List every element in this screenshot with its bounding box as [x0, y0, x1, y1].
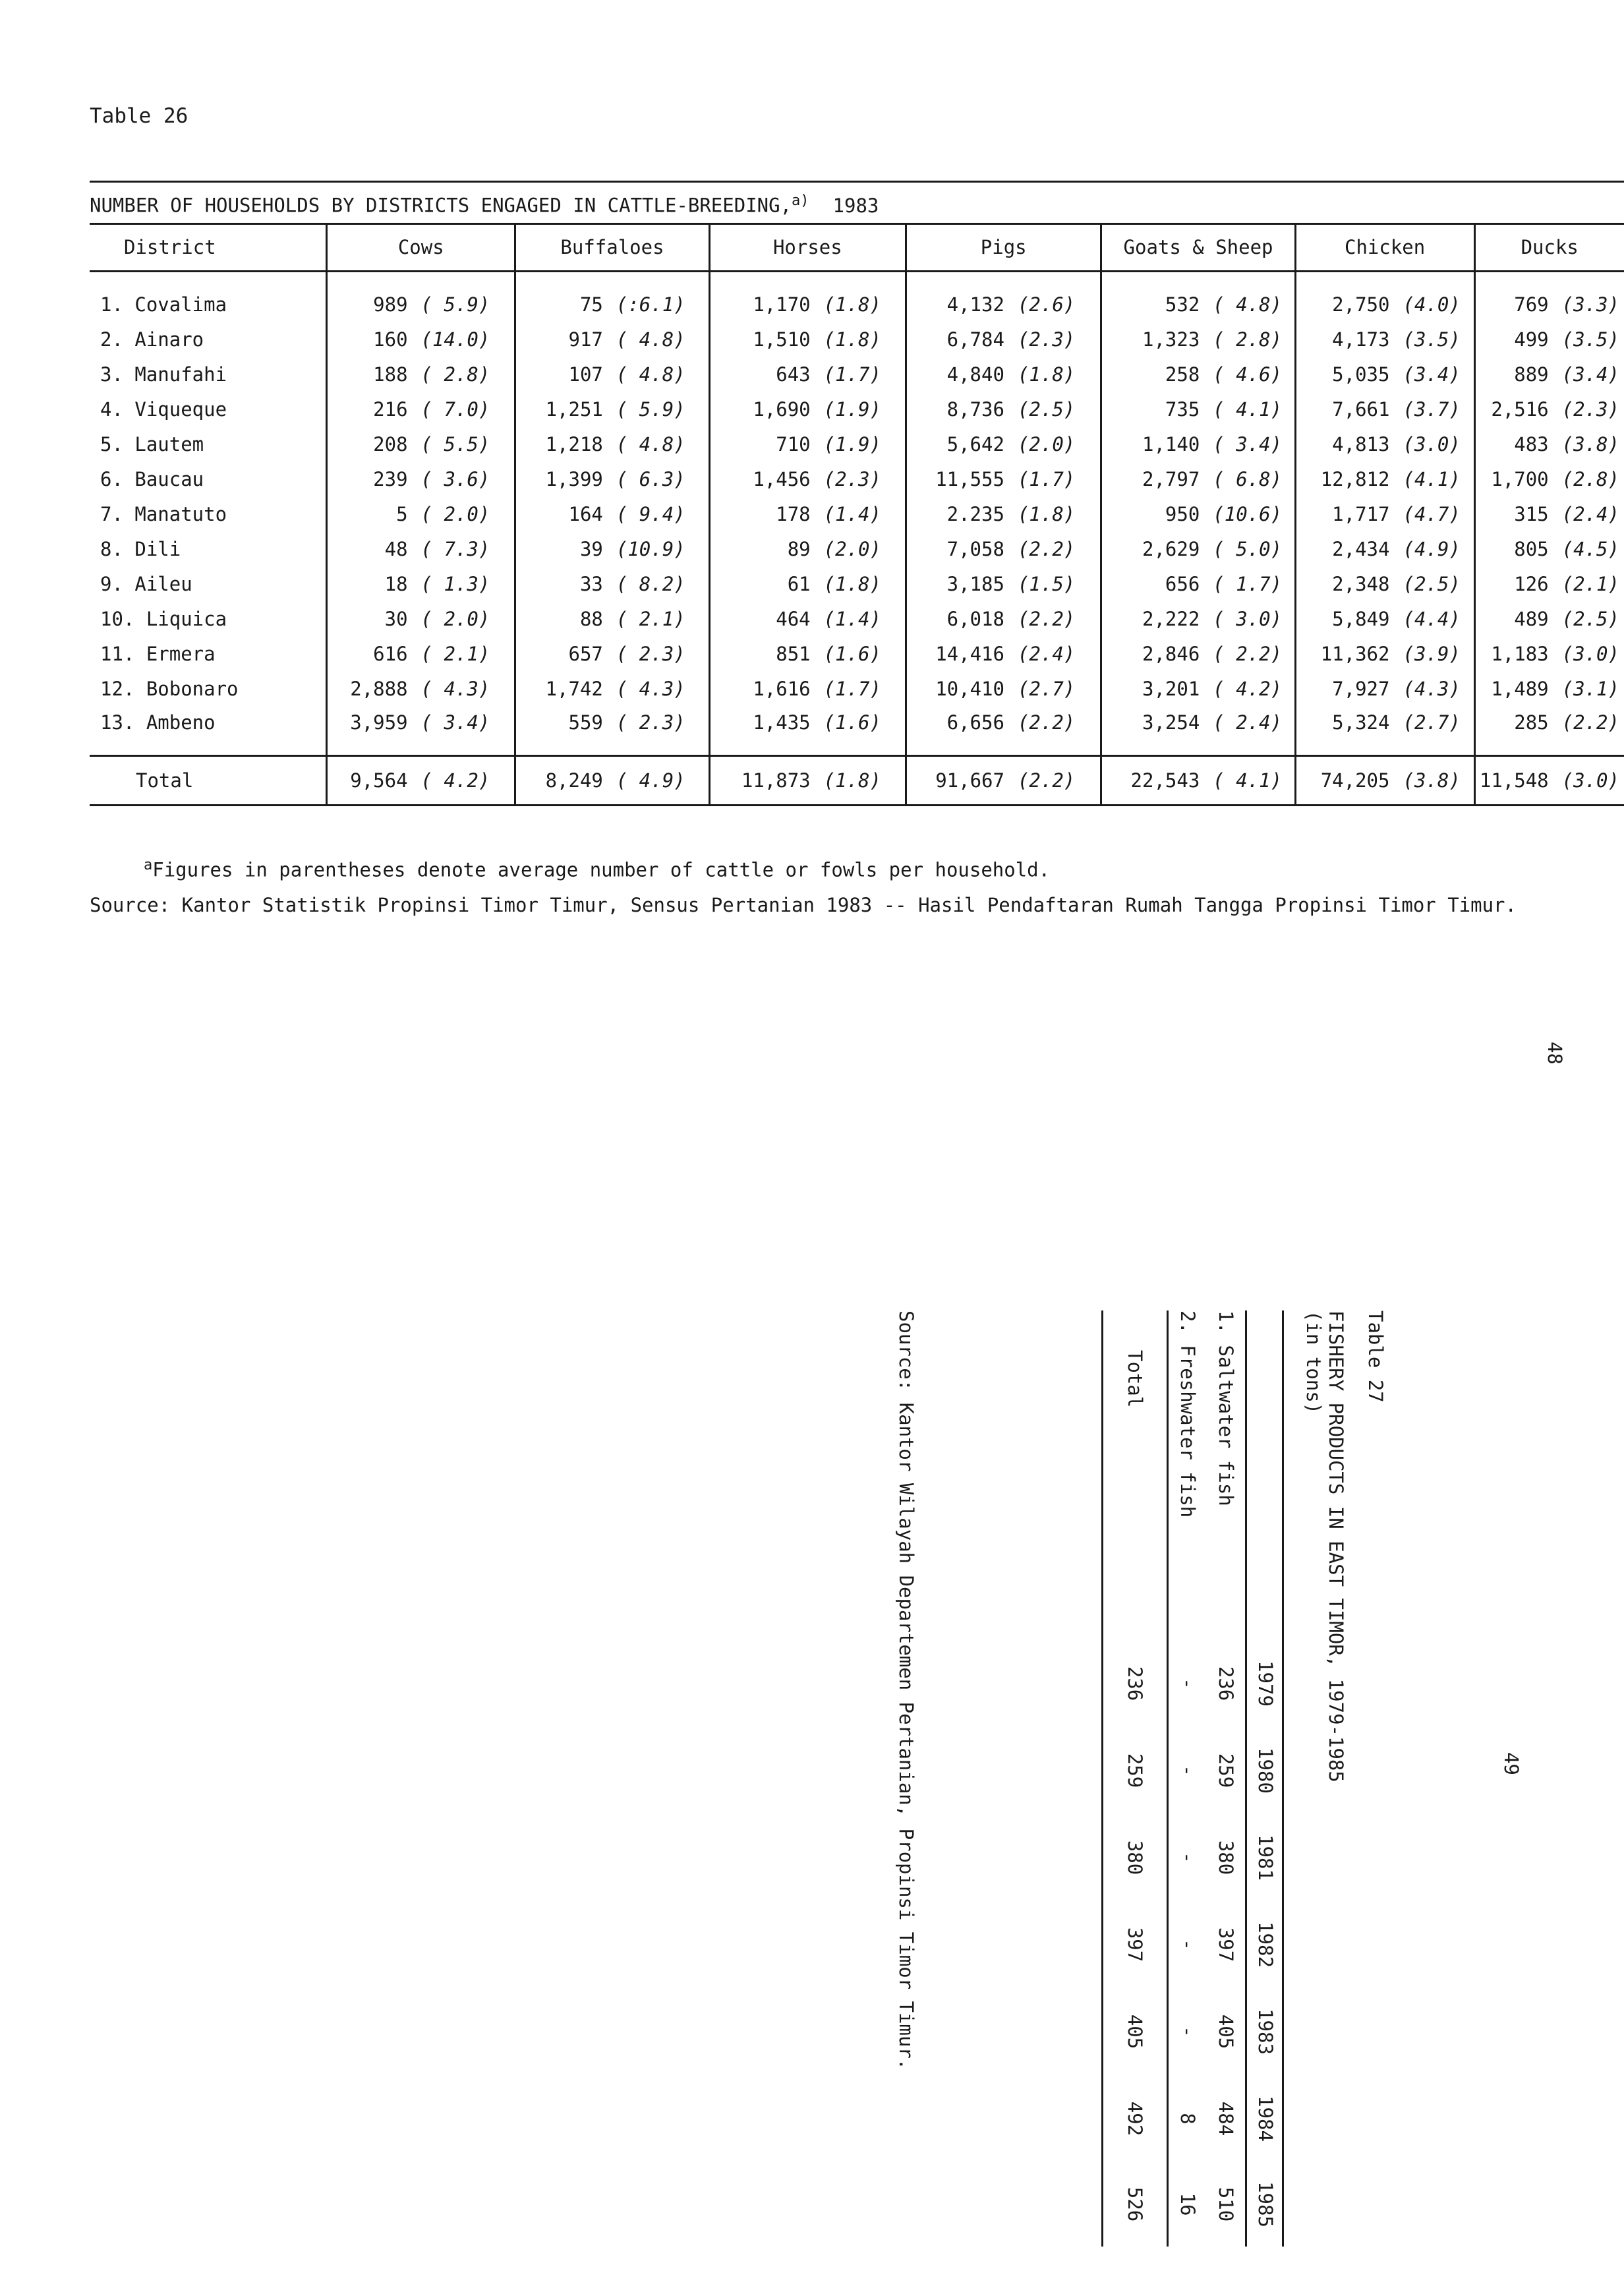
count-cell: 1,183 [1474, 636, 1555, 671]
average-cell: (1.8) [823, 328, 881, 351]
year-header: 1979 [1254, 1661, 1277, 1707]
average-cell: (3.1) [1561, 677, 1619, 700]
col-header-6: Chicken [1295, 224, 1474, 272]
count-cell: 8,736 [906, 392, 1011, 426]
average-cell: (3.8) [1396, 756, 1474, 806]
page-number-48: 48 [1544, 1042, 1566, 1065]
count-cell: 559 [515, 706, 610, 756]
count-cell: 5,642 [906, 426, 1011, 461]
count-cell: 735 [1101, 392, 1206, 426]
average-cell: (3.7) [1403, 397, 1461, 421]
average-cell: (4.3) [1403, 677, 1461, 700]
average-cell: ( 1.3) [420, 572, 490, 595]
table-26 [90, 224, 1624, 806]
average-cell: ( 4.8) [1213, 293, 1283, 316]
average-cell: (2.7) [1403, 711, 1461, 734]
table-26-footnote [144, 857, 1050, 881]
count-cell: 6,656 [906, 706, 1011, 756]
count-cell: 2,516 [1474, 392, 1555, 426]
average-cell: (14.0) [420, 328, 490, 351]
table-row [90, 287, 1624, 322]
count-cell: 489 [1474, 601, 1555, 636]
count-cell: 33 [515, 566, 610, 601]
count-cell: 91,667 [906, 756, 1011, 806]
average-cell: (1.8) [817, 756, 906, 806]
count-cell: 1,435 [709, 706, 817, 756]
col-header-0: District [90, 224, 327, 272]
average-cell: (4.4) [1403, 607, 1461, 630]
average-cell: ( 4.1) [1206, 756, 1295, 806]
value-cell: 259 [1215, 1753, 1237, 1788]
district-name: 10. Liquica [100, 607, 227, 630]
count-cell: 851 [709, 636, 817, 671]
value-cell: - [1176, 1939, 1199, 1951]
count-cell: 4,813 [1295, 426, 1396, 461]
count-cell: 2,629 [1101, 531, 1206, 566]
average-cell: (4.1) [1403, 467, 1461, 490]
average-cell: ( 2.0) [420, 502, 490, 525]
table-26-label: Table 26 [90, 104, 188, 128]
count-cell: 11,555 [906, 461, 1011, 496]
count-cell: 3,185 [906, 566, 1011, 601]
average-cell: (3.0) [1403, 432, 1461, 456]
table-row [90, 496, 1624, 531]
top-rule [90, 181, 1624, 183]
count-cell: 9,564 [327, 756, 415, 806]
table-27 [866, 1310, 1387, 2247]
count-cell: 11,362 [1295, 636, 1396, 671]
table-row [1168, 1310, 1207, 2247]
value-cell: - [1176, 1852, 1199, 1864]
average-cell: ( 2.4) [1213, 711, 1283, 734]
average-cell: ( 4.2) [415, 756, 515, 806]
count-cell: 1,489 [1474, 671, 1555, 706]
average-cell: (2.2) [1017, 711, 1076, 734]
count-cell: 39 [515, 531, 610, 566]
count-cell: 2.235 [906, 496, 1011, 531]
table-26-header-row [90, 224, 1624, 272]
year-header: 1982 [1254, 1922, 1277, 1968]
row-name: 1. Saltwater fish [1215, 1310, 1237, 1506]
count-cell: 11,548 [1474, 756, 1555, 806]
count-cell: 4,173 [1295, 322, 1396, 357]
count-cell: 889 [1474, 357, 1555, 392]
average-cell: ( 9.4) [616, 502, 685, 525]
count-cell: 464 [709, 601, 817, 636]
table-row [90, 426, 1624, 461]
average-cell: (1.6) [823, 642, 881, 665]
count-cell: 3,959 [327, 706, 415, 756]
average-cell: ( 2.1) [420, 642, 490, 665]
count-cell: 126 [1474, 566, 1555, 601]
average-cell: (1.8) [823, 293, 881, 316]
count-cell: 22,543 [1101, 756, 1206, 806]
average-cell: ( 4.2) [1213, 677, 1283, 700]
average-cell: ( 5.5) [420, 432, 490, 456]
count-cell: 3,254 [1101, 706, 1206, 756]
average-cell: (2.4) [1017, 642, 1076, 665]
count-cell: 88 [515, 601, 610, 636]
table-row [90, 706, 1624, 756]
col-header-5: Goats & Sheep [1101, 224, 1295, 272]
count-cell: 239 [327, 461, 415, 496]
table-27-label: Table 27 [1364, 1310, 1387, 1403]
average-cell: (1.8) [823, 572, 881, 595]
col-header-2: Buffaloes [515, 224, 709, 272]
count-cell: 188 [327, 357, 415, 392]
year-header: 1981 [1254, 1835, 1277, 1881]
count-cell: 12,812 [1295, 461, 1396, 496]
count-cell: 499 [1474, 322, 1555, 357]
value-cell: 397 [1215, 1927, 1237, 1962]
count-cell: 285 [1474, 706, 1555, 756]
count-cell: 14,416 [906, 636, 1011, 671]
value-cell: 380 [1103, 1814, 1168, 1901]
district-name: 13. Ambeno [100, 711, 216, 734]
average-cell: ( 7.0) [420, 397, 490, 421]
average-cell: (4.9) [1403, 537, 1461, 560]
table-26-source: Source: Kantor Statistik Propinsi Timor Timur, Sensus Pertanian 1983 -- Hasil Pendaftaran Rumah Tangga Propinsi Timor Timur. [90, 894, 1517, 916]
average-cell: ( 2.2) [1213, 642, 1283, 665]
count-cell: 710 [709, 426, 817, 461]
count-cell: 2,434 [1295, 531, 1396, 566]
average-cell: (2.2) [1017, 607, 1076, 630]
count-cell: 48 [327, 531, 415, 566]
average-cell: (1.9) [823, 397, 881, 421]
average-cell: (3.8) [1561, 432, 1619, 456]
value-cell: 259 [1103, 1727, 1168, 1814]
count-cell: 178 [709, 496, 817, 531]
title-footnote-mark: a) [792, 192, 809, 209]
district-name: 9. Aileu [100, 572, 192, 595]
average-cell: ( 1.7) [1213, 572, 1283, 595]
average-cell: (1.9) [823, 432, 881, 456]
average-cell: (2.0) [1017, 432, 1076, 456]
average-cell: (2.5) [1017, 397, 1076, 421]
count-cell: 2,888 [327, 671, 415, 706]
table-26-year: 1983 [832, 194, 879, 217]
count-cell: 216 [327, 392, 415, 426]
table-row [90, 531, 1624, 566]
average-cell: (2.3) [1561, 397, 1619, 421]
value-cell: 405 [1215, 2014, 1237, 2049]
count-cell: 805 [1474, 531, 1555, 566]
average-cell: (3.9) [1403, 642, 1461, 665]
value-cell: 510 [1215, 2187, 1237, 2222]
count-cell: 10,410 [906, 671, 1011, 706]
count-cell: 107 [515, 357, 610, 392]
count-cell: 7,661 [1295, 392, 1396, 426]
year-header: 1985 [1254, 2181, 1277, 2227]
count-cell: 483 [1474, 426, 1555, 461]
value-cell: 397 [1103, 1901, 1168, 1988]
row-name: 2. Freshwater fish [1176, 1310, 1199, 1518]
count-cell: 1,170 [709, 287, 817, 322]
average-cell: (3.0) [1555, 756, 1624, 806]
count-cell: 1,742 [515, 671, 610, 706]
district-name: 12. Bobonaro [100, 677, 239, 700]
count-cell: 1,717 [1295, 496, 1396, 531]
value-cell: 236 [1103, 1640, 1168, 1727]
average-cell: ( 3.0) [1213, 607, 1283, 630]
count-cell: 532 [1101, 287, 1206, 322]
table-row [90, 357, 1624, 392]
count-cell: 5,035 [1295, 357, 1396, 392]
row-name: Total [1103, 1310, 1168, 1640]
average-cell: ( 8.2) [616, 572, 685, 595]
count-cell: 950 [1101, 496, 1206, 531]
average-cell: ( 5.9) [616, 397, 685, 421]
count-cell: 315 [1474, 496, 1555, 531]
table-row [90, 566, 1624, 601]
count-cell: 3,201 [1101, 671, 1206, 706]
count-cell: 769 [1474, 287, 1555, 322]
year-header: 1980 [1254, 1748, 1277, 1794]
value-cell: 526 [1103, 2162, 1168, 2247]
average-cell: (2.2) [1561, 711, 1619, 734]
average-cell: (2.2) [1011, 756, 1101, 806]
average-cell: (3.5) [1561, 328, 1619, 351]
col-header-7: Ducks [1474, 224, 1624, 272]
average-cell: (1.8) [1017, 502, 1076, 525]
average-cell: ( 3.4) [1213, 432, 1283, 456]
average-cell: (2.4) [1561, 502, 1619, 525]
average-cell: ( 4.3) [616, 677, 685, 700]
average-cell: (1.8) [1017, 363, 1076, 386]
count-cell: 1,251 [515, 392, 610, 426]
district-name: Total [90, 756, 327, 806]
count-cell: 258 [1101, 357, 1206, 392]
average-cell: ( 2.3) [616, 711, 685, 734]
average-cell: (1.7) [1017, 467, 1076, 490]
count-cell: 5,324 [1295, 706, 1396, 756]
value-cell: 236 [1215, 1666, 1237, 1701]
average-cell: (10.6) [1213, 502, 1283, 525]
table-26-title [90, 192, 879, 217]
count-cell: 18 [327, 566, 415, 601]
count-cell: 74,205 [1295, 756, 1396, 806]
average-cell: (10.9) [616, 537, 685, 560]
table-row [90, 601, 1624, 636]
average-cell: ( 6.3) [616, 467, 685, 490]
average-cell: (1.6) [823, 711, 881, 734]
table-27-title-line2: (in tons) [1302, 1310, 1325, 1415]
count-cell: 1,510 [709, 322, 817, 357]
district-name: 1. Covalima [100, 293, 227, 316]
count-cell: 917 [515, 322, 610, 357]
average-cell: ( 4.1) [1213, 397, 1283, 421]
count-cell: 75 [515, 287, 610, 322]
value-cell: - [1176, 2026, 1199, 2038]
average-cell: ( 6.8) [1213, 467, 1283, 490]
count-cell: 1,690 [709, 392, 817, 426]
district-name: 8. Dili [100, 537, 181, 560]
table-27-header-row [1247, 1310, 1284, 2247]
district-name: 4. Viqueque [100, 397, 227, 421]
average-cell: (2.6) [1017, 293, 1076, 316]
count-cell: 6,018 [906, 601, 1011, 636]
average-cell: (2.7) [1017, 677, 1076, 700]
count-cell: 4,840 [906, 357, 1011, 392]
table-27-grid [1101, 1310, 1284, 2247]
value-cell: 405 [1103, 1988, 1168, 2075]
table-27-title [1302, 1310, 1347, 1782]
count-cell: 6,784 [906, 322, 1011, 357]
district-name: 6. Baucau [100, 467, 204, 490]
average-cell: ( 5.9) [420, 293, 490, 316]
count-cell: 30 [327, 601, 415, 636]
page-number-49: 49 [1500, 1752, 1522, 1775]
average-cell: ( 4.9) [610, 756, 709, 806]
average-cell: ( 4.3) [420, 677, 490, 700]
footnote-mark: a [144, 857, 153, 873]
count-cell: 208 [327, 426, 415, 461]
district-name: 11. Ermera [100, 642, 216, 665]
average-cell: ( 2.8) [420, 363, 490, 386]
count-cell: 657 [515, 636, 610, 671]
count-cell: 2,846 [1101, 636, 1206, 671]
count-cell: 1,456 [709, 461, 817, 496]
district-name: 5. Lautem [100, 432, 204, 456]
table-row [1207, 1310, 1245, 2247]
table-27-source: Source: Kantor Wilayah Departemen Pertanian, Propinsi Timor Timur. [895, 1310, 917, 2071]
average-cell: ( 2.8) [1213, 328, 1283, 351]
average-cell: ( 3.4) [420, 711, 490, 734]
col-header-3: Horses [709, 224, 906, 272]
value-cell: - [1176, 1765, 1199, 1777]
average-cell: (2.8) [1561, 467, 1619, 490]
average-cell: ( 5.0) [1213, 537, 1283, 560]
average-cell: (4.0) [1403, 293, 1461, 316]
average-cell: (3.4) [1403, 363, 1461, 386]
year-header: 1983 [1254, 2009, 1277, 2055]
average-cell: (2.2) [1017, 537, 1076, 560]
table-row [90, 636, 1624, 671]
count-cell: 160 [327, 322, 415, 357]
average-cell: (2.5) [1561, 607, 1619, 630]
average-cell: (1.7) [823, 363, 881, 386]
average-cell: ( 4.6) [1213, 363, 1283, 386]
table-row [90, 671, 1624, 706]
district-name: 7. Manatuto [100, 502, 227, 525]
average-cell: (2.0) [823, 537, 881, 560]
count-cell: 656 [1101, 566, 1206, 601]
count-cell: 7,058 [906, 531, 1011, 566]
count-cell: 2,222 [1101, 601, 1206, 636]
count-cell: 643 [709, 357, 817, 392]
table-row [90, 461, 1624, 496]
average-cell: ( 7.3) [420, 537, 490, 560]
average-cell: (2.5) [1403, 572, 1461, 595]
table-27-title-line1: FISHERY PRODUCTS IN EAST TIMOR, 1979-1985 [1325, 1310, 1347, 1782]
count-cell: 1,700 [1474, 461, 1555, 496]
value-cell: 16 [1176, 2192, 1199, 2216]
count-cell: 61 [709, 566, 817, 601]
average-cell: ( 2.1) [616, 607, 685, 630]
count-cell: 2,750 [1295, 287, 1396, 322]
header-rule-row [1245, 1310, 1247, 2247]
average-cell: (3.0) [1561, 642, 1619, 665]
count-cell: 8,249 [515, 756, 610, 806]
value-cell: 380 [1215, 1840, 1237, 1875]
value-cell: 8 [1176, 2113, 1199, 2125]
average-cell: ( 2.3) [616, 642, 685, 665]
value-cell: 492 [1103, 2075, 1168, 2162]
count-cell: 2,348 [1295, 566, 1396, 601]
average-cell: ( 4.8) [616, 432, 685, 456]
table-26-title-text: NUMBER OF HOUSEHOLDS BY DISTRICTS ENGAGED IN CATTLE-BREEDING, [90, 194, 792, 217]
average-cell: (3.3) [1561, 293, 1619, 316]
count-cell: 164 [515, 496, 610, 531]
count-cell: 1,218 [515, 426, 610, 461]
average-cell: ( 4.8) [616, 363, 685, 386]
count-cell: 89 [709, 531, 817, 566]
table-row [90, 392, 1624, 426]
count-cell: 5,849 [1295, 601, 1396, 636]
district-name: 2. Ainaro [100, 328, 204, 351]
spacer-row [90, 272, 1624, 287]
count-cell: 989 [327, 287, 415, 322]
value-cell: 484 [1215, 2101, 1237, 2136]
blank-header [1247, 1310, 1284, 1640]
year-header: 1984 [1254, 2096, 1277, 2142]
average-cell: (:6.1) [616, 293, 685, 316]
col-header-1: Cows [327, 224, 515, 272]
average-cell: (2.3) [823, 467, 881, 490]
table-row [90, 756, 1624, 806]
col-header-4: Pigs [906, 224, 1101, 272]
count-cell: 7,927 [1295, 671, 1396, 706]
count-cell: 11,873 [709, 756, 817, 806]
count-cell: 616 [327, 636, 415, 671]
average-cell: ( 2.0) [420, 607, 490, 630]
average-cell: (4.5) [1561, 537, 1619, 560]
average-cell: (2.3) [1017, 328, 1076, 351]
district-name: 3. Manufahi [100, 363, 227, 386]
average-cell: (1.5) [1017, 572, 1076, 595]
average-cell: ( 3.6) [420, 467, 490, 490]
table-row [90, 322, 1624, 357]
average-cell: (1.7) [823, 677, 881, 700]
count-cell: 2,797 [1101, 461, 1206, 496]
average-cell: (3.5) [1403, 328, 1461, 351]
average-cell: ( 4.8) [616, 328, 685, 351]
count-cell: 1,399 [515, 461, 610, 496]
value-cell: - [1176, 1678, 1199, 1690]
count-cell: 1,323 [1101, 322, 1206, 357]
footnote-text: Figures in parentheses denote average number of cattle or fowls per household. [152, 858, 1051, 881]
count-cell: 4,132 [906, 287, 1011, 322]
average-cell: (3.4) [1561, 363, 1619, 386]
count-cell: 5 [327, 496, 415, 531]
average-cell: (4.7) [1403, 502, 1461, 525]
average-cell: (2.1) [1561, 572, 1619, 595]
average-cell: (1.4) [823, 502, 881, 525]
count-cell: 1,616 [709, 671, 817, 706]
count-cell: 1,140 [1101, 426, 1206, 461]
average-cell: (1.4) [823, 607, 881, 630]
table-row [1103, 1310, 1168, 2247]
